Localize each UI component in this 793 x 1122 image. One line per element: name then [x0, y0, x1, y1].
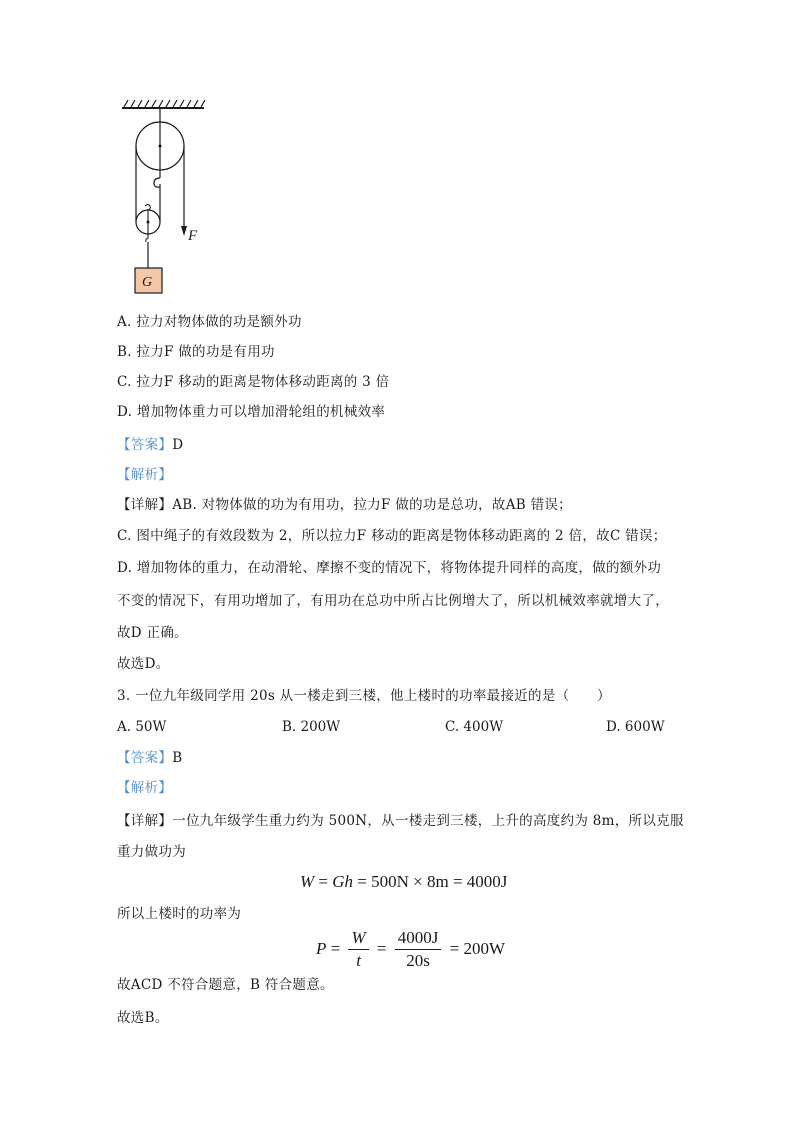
- q2-option-a: A. 拉力对物体做的功是额外功: [117, 314, 302, 330]
- q2-detail-line-5: 故D 正确。: [117, 625, 188, 641]
- svg-text:G: G: [142, 275, 153, 290]
- q3-option-c: C. 400W: [445, 719, 504, 735]
- fraction-values: [395, 928, 442, 972]
- q2-option-b: B. 拉力F 做的功是有用功: [117, 344, 275, 360]
- q3-option-a: A. 50W: [117, 719, 167, 735]
- q3-option-d: D. 600W: [606, 719, 665, 735]
- answer-label: 【答案】: [117, 437, 173, 453]
- q3-analysis-heading: [117, 779, 172, 797]
- q3-detail-line-1: [117, 812, 684, 830]
- var-p: P: [316, 938, 327, 958]
- q2-option-c: C. 拉力F 移动的距离是物体移动距离的 3 倍: [117, 374, 390, 390]
- q2-option-d: D. 增加物体重力可以增加滑轮组的机械效率: [117, 404, 386, 420]
- q2-detail-line-4: 不变的情况下，有用功增加了，有用功在总功中所占比例增大了，所以机械效率就增大了，: [117, 593, 669, 609]
- q3-question: 3. 一位九年级同学用 20s 从一楼走到三楼，他上楼时的功率最接近的是（ ）: [117, 688, 611, 704]
- svg-text:F: F: [188, 228, 198, 244]
- answer-value: D: [172, 437, 184, 453]
- power-result: = 200W: [445, 938, 506, 958]
- detail-label: 【详解】: [117, 497, 173, 513]
- q2-detail-line-3: D. 增加物体的重力，在动滑轮、摩擦不变的情况下，将物体提升同样的高度，做的额外功: [117, 560, 662, 576]
- var-h: h: [344, 872, 354, 891]
- q2-detail-line-2: C. 图中绳子的有效段数为 2，所以拉力F 移动的距离是物体移动距离的 2 倍，故C 错误；: [117, 528, 667, 544]
- var-w: W: [300, 872, 315, 891]
- detail-text: 一位九年级学生重力约为 500N，从一楼走到三楼，上升的高度约为 8m，所以克服: [172, 813, 684, 829]
- equals: =: [314, 872, 333, 891]
- pulley-diagram: [118, 98, 228, 298]
- work-equation: [300, 872, 507, 892]
- equals: =: [326, 938, 345, 958]
- q2-answer: [117, 436, 183, 454]
- answer-value: B: [172, 750, 183, 766]
- var-g: G: [332, 872, 345, 891]
- numerator: 4000J: [395, 928, 442, 950]
- q2-analysis-heading: [117, 466, 172, 484]
- q3-option-b: B. 200W: [282, 719, 341, 735]
- q3-conclusion: 故ACD 不符合题意，B 符合题意。: [117, 977, 334, 993]
- q2-final: 故选D。: [117, 656, 170, 672]
- pulley-system-icon: [118, 98, 228, 298]
- q3-detail-line-2: 重力做功为: [117, 844, 186, 860]
- analysis-label: 【解析】: [117, 467, 173, 483]
- detail-text: AB. 对物体做的功为有用功，拉力F 做的功是总功，故AB 错误；: [172, 497, 572, 513]
- denominator: t: [356, 951, 361, 970]
- answer-label: 【答案】: [117, 750, 173, 766]
- work-result: = 500N × 8m = 4000J: [353, 872, 508, 891]
- q3-final: 故选B。: [117, 1010, 169, 1026]
- power-equation: [316, 928, 505, 972]
- denominator: 20s: [406, 951, 430, 970]
- analysis-label: 【解析】: [117, 780, 173, 796]
- q2-detail-line-1: [117, 496, 572, 514]
- q3-answer: [117, 749, 182, 767]
- equals: =: [372, 938, 391, 958]
- fraction-w-over-t: [348, 928, 368, 972]
- detail-label: 【详解】: [117, 813, 173, 829]
- numerator: W: [348, 928, 368, 950]
- q3-power-intro: 所以上楼时的功率为: [117, 906, 242, 922]
